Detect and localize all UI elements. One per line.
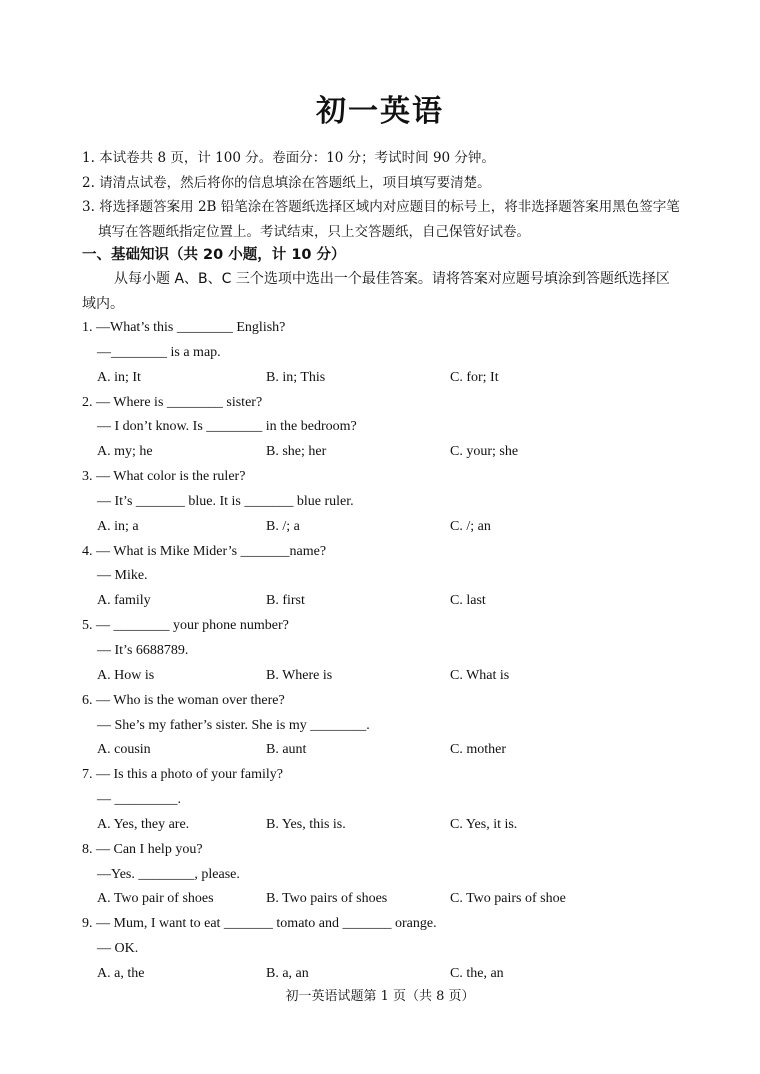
option-c: C. mother [450,742,506,758]
question-prompt: 3. — What color is the ruler? [82,469,246,485]
note-2: 2. 请清点试卷，然后将你的信息填涂在答题纸上，项目填写要清楚。 [82,174,491,191]
option-c: C. for; It [450,369,499,385]
option-a: A. family [97,593,151,609]
option-c: C. Two pairs of shoe [450,891,566,907]
question-prompt: 1. —What’s this ________ English? [82,320,286,335]
option-c: C. the, an [450,965,504,981]
page-title: 初一英语 [316,94,444,129]
question-9 [82,912,692,987]
option-c: C. What is [450,667,510,683]
question-response: — It’s _______ blue. It is _______ blue ruler. [97,493,354,509]
question-response: — Mike. [97,568,148,584]
option-a: A. in; It [97,369,141,385]
question-options [82,589,692,614]
option-a: A. How is [97,667,155,683]
question-response: — I don’t know. Is ________ in the bedroom? [97,419,357,435]
question-prompt: 7. — Is this a photo of your family? [82,767,284,783]
question-response: —________ is a map. [97,344,221,360]
question-7 [82,763,692,838]
option-c: C. Yes, it is. [450,816,518,832]
question-response: — _________. [97,792,181,808]
question-options [82,440,692,465]
question-list [82,316,692,987]
option-b: B. in; This [266,369,326,385]
question-response: — It’s 6688789. [97,642,189,658]
option-b: B. Yes, this is. [266,816,346,832]
option-b: B. Two pairs of shoes [266,891,388,907]
question-options [82,887,692,912]
question-prompt: 4. — What is Mike Mider’s _______name? [82,543,327,559]
section-instruction: 从每小题 A、B、C 三个选项中选出一个最佳答案。请将答案对应题号填涂到答题纸选择区域内。 [82,271,670,312]
option-c: C. last [450,593,486,609]
section-heading: 一、基础知识（共 20 小题，计 10 分） [82,247,346,263]
option-b: B. aunt [266,742,307,758]
page-footer: 初一英语试题第 1 页（共 8 页） [285,989,475,1004]
question-response: — She’s my father’s sister. She is my ________. [97,717,370,733]
question-8 [82,838,692,913]
question-1 [82,316,692,391]
question-prompt: 5. — ________ your phone number? [82,618,289,634]
question-6 [82,689,692,764]
question-prompt: 9. — Mum, I want to eat _______ tomato and _______ orange. [82,916,437,932]
question-options [82,664,692,689]
question-3 [82,465,692,540]
question-prompt: 6. — Who is the woman over there? [82,692,285,708]
question-response: —Yes. ________, please. [97,866,240,882]
option-a: A. Yes, they are. [97,816,190,832]
exam-notes [82,146,682,244]
option-c: C. your; she [450,444,519,460]
question-options [82,515,692,540]
question-options [82,813,692,838]
option-a: A. cousin [97,742,151,758]
note-3: 3. 将选择题答案用 2B 铅笔涂在答题纸选择区域内对应题目的标号上，将非选择题答案用黑色签字笔填写在答题纸指定位置上。考试结束，只上交答题纸，自己保管好试卷。 [82,199,680,240]
note-1: 1. 本试卷共 8 页，计 100 分。卷面分：10 分；考试时间 90 分钟。 [82,150,495,166]
question-prompt: 8. — Can I help you? [82,841,203,857]
question-options [82,738,692,763]
option-a: A. a, the [97,965,145,981]
question-options [82,962,692,987]
question-5 [82,614,692,689]
option-b: B. /; a [266,518,300,534]
question-response: — OK. [97,941,139,957]
option-a: A. Two pair of shoes [97,891,214,907]
option-b: B. Where is [266,667,333,683]
option-b: B. first [266,593,305,609]
question-4 [82,540,692,615]
option-a: A. in; a [97,518,139,534]
option-a: A. my; he [97,444,153,460]
option-c: C. /; an [450,518,491,534]
question-options [82,366,692,391]
option-b: B. she; her [266,444,327,460]
question-prompt: 2. — Where is ________ sister? [82,394,263,410]
question-2 [82,391,692,466]
option-b: B. a, an [266,965,309,981]
